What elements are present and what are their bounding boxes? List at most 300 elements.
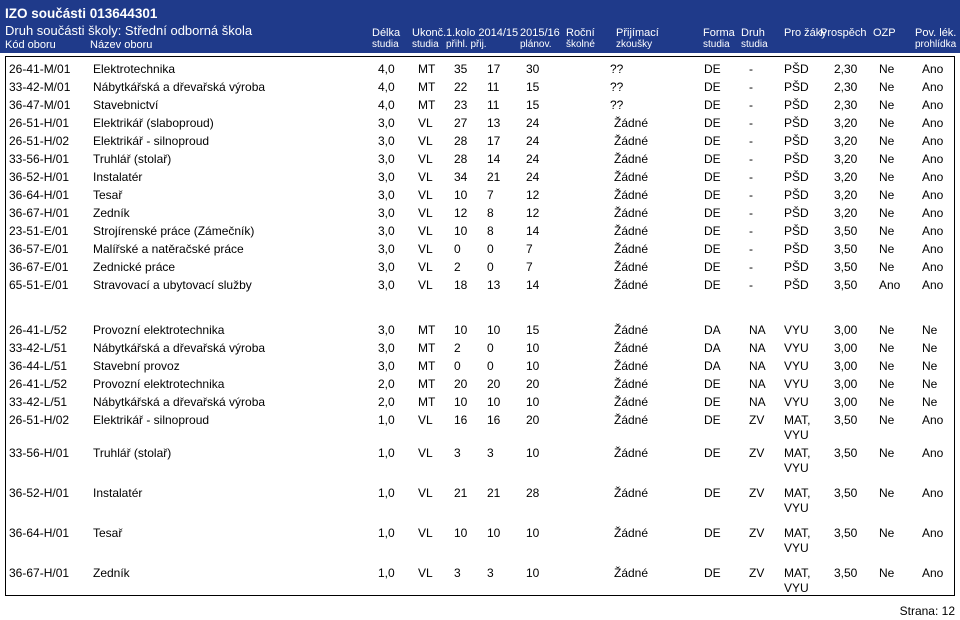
table-cell: Zednické práce bbox=[93, 260, 176, 274]
table-cell: 3 bbox=[487, 446, 494, 460]
table-cell: - bbox=[749, 62, 753, 76]
column-header-2: Délka bbox=[372, 27, 401, 39]
table-cell: DE bbox=[704, 80, 721, 94]
table-cell: 10 bbox=[454, 526, 468, 540]
table-cell: 10 bbox=[526, 526, 540, 540]
table-cell: 20 bbox=[454, 377, 468, 391]
table-cell: DA bbox=[704, 359, 721, 373]
table-cell: 13 bbox=[487, 278, 501, 292]
table-cell: DE bbox=[704, 526, 721, 540]
column-subheader-9: studia bbox=[741, 39, 768, 50]
table-cell: 3,50 bbox=[834, 242, 858, 256]
table-cell: Ne bbox=[922, 395, 938, 409]
table-cell: 10 bbox=[526, 341, 540, 355]
table-cell: 10 bbox=[487, 526, 501, 540]
table-cell: 8 bbox=[487, 206, 494, 220]
table-cell: DE bbox=[704, 170, 721, 184]
table-cell: Zedník bbox=[93, 206, 130, 220]
table-cell: 3,0 bbox=[378, 278, 395, 292]
table-cell: ZV bbox=[749, 566, 765, 580]
table-cell: DE bbox=[704, 278, 721, 292]
table-cell: 20 bbox=[487, 377, 501, 391]
table-cell: 1,0 bbox=[378, 566, 395, 580]
table-cell: VL bbox=[418, 278, 433, 292]
table-cell: Žádné bbox=[614, 260, 649, 274]
table-cell: MT bbox=[418, 80, 436, 94]
table-cell: PŠD bbox=[784, 62, 809, 76]
table-cell: 27 bbox=[454, 116, 468, 130]
table-cell: Nábytkářská a dřevařská výroba bbox=[93, 341, 266, 355]
table-cell: 10 bbox=[454, 188, 468, 202]
table-cell: 16 bbox=[487, 413, 501, 427]
table-cell: 10 bbox=[526, 446, 540, 460]
table-cell: DE bbox=[704, 224, 721, 238]
table-cell: 1,0 bbox=[378, 486, 395, 500]
table-cell: Ano bbox=[922, 224, 944, 238]
table-cell: 16 bbox=[454, 413, 468, 427]
table-cell: Elektrikář (slaboproud) bbox=[93, 116, 214, 130]
table-cell: PŠD bbox=[784, 242, 809, 256]
table-cell: VL bbox=[418, 242, 433, 256]
table-cell: Ne bbox=[879, 526, 895, 540]
column-header-8: Forma bbox=[703, 27, 735, 39]
table-cell: Nábytkářská a dřevařská výroba bbox=[93, 395, 266, 409]
table-cell: 7 bbox=[487, 188, 494, 202]
table-cell: Ano bbox=[879, 278, 901, 292]
table-cell: 36-52-H/01 bbox=[9, 170, 70, 184]
table-cell: Elektrotechnika bbox=[93, 62, 176, 76]
table-cell: 36-64-H/01 bbox=[9, 188, 70, 202]
table-cell: - bbox=[749, 260, 753, 274]
table-cell: Žádné bbox=[614, 116, 649, 130]
table-cell: MT bbox=[418, 62, 436, 76]
table-cell: Žádné bbox=[614, 152, 649, 166]
table-cell: 26-51-H/02 bbox=[9, 134, 70, 148]
column-header-0: Kód oboru bbox=[5, 39, 56, 51]
table-cell: 10 bbox=[526, 395, 540, 409]
table-cell: 0 bbox=[454, 242, 461, 256]
table-cell: Ano bbox=[922, 134, 944, 148]
table-cell: Ne bbox=[879, 242, 895, 256]
table-cell: DE bbox=[704, 62, 721, 76]
table-cell: 4,0 bbox=[378, 62, 395, 76]
table-cell: DE bbox=[704, 206, 721, 220]
table-cell: Ne bbox=[879, 98, 895, 112]
table-cell: Ne bbox=[879, 134, 895, 148]
table-cell: DE bbox=[704, 116, 721, 130]
table-cell: 2 bbox=[454, 341, 461, 355]
table-cell: 12 bbox=[526, 188, 540, 202]
table-cell: Ne bbox=[879, 377, 895, 391]
table-cell: VYU bbox=[784, 377, 809, 391]
table-cell: 30 bbox=[526, 62, 540, 76]
table-cell: 24 bbox=[526, 116, 540, 130]
table-cell: Ne bbox=[922, 323, 938, 337]
table-cell: VYU bbox=[784, 395, 809, 409]
column-header-12: OZP bbox=[873, 27, 896, 39]
table-cell: 3,20 bbox=[834, 116, 858, 130]
table-cell: Strojírenské práce (Zámečník) bbox=[93, 224, 255, 238]
table-cell: 24 bbox=[526, 170, 540, 184]
table-cell: 3,20 bbox=[834, 152, 858, 166]
table-cell: 20 bbox=[526, 413, 540, 427]
table-cell: VL bbox=[418, 152, 433, 166]
table-cell: VL bbox=[418, 526, 433, 540]
table-cell: 10 bbox=[454, 323, 468, 337]
table-cell: 36-67-H/01 bbox=[9, 206, 70, 220]
table-cell: 0 bbox=[487, 242, 494, 256]
table-cell: 33-56-H/01 bbox=[9, 152, 70, 166]
table-cell: VL bbox=[418, 116, 433, 130]
table-cell: 3,00 bbox=[834, 395, 858, 409]
table-cell: Ne bbox=[879, 206, 895, 220]
table-cell: 1,0 bbox=[378, 446, 395, 460]
table-cell: 2,30 bbox=[834, 62, 858, 76]
table-cell: PŠD bbox=[784, 224, 809, 238]
table-cell: Ne bbox=[879, 62, 895, 76]
table-cell: Stavební provoz bbox=[93, 359, 180, 373]
table-cell: Ne bbox=[879, 359, 895, 373]
table-cell: Žádné bbox=[614, 566, 649, 580]
table-cell: 15 bbox=[526, 323, 540, 337]
table-cell: Ne bbox=[922, 341, 938, 355]
table-cell: 3,00 bbox=[834, 359, 858, 373]
table-cell: 33-56-H/01 bbox=[9, 446, 70, 460]
table-cell: 3,50 bbox=[834, 278, 858, 292]
table-cell: 3,0 bbox=[378, 341, 395, 355]
table-cell: MAT, VYU bbox=[784, 486, 811, 515]
table-cell: 3 bbox=[487, 566, 494, 580]
table-cell: ZV bbox=[749, 413, 765, 427]
table-cell: 0 bbox=[487, 341, 494, 355]
table-cell: 3,0 bbox=[378, 206, 395, 220]
table-cell: Ne bbox=[879, 486, 895, 500]
table-cell: 3,0 bbox=[378, 134, 395, 148]
report-header bbox=[0, 0, 960, 53]
table-cell: 3,00 bbox=[834, 341, 858, 355]
table-cell: ZV bbox=[749, 446, 765, 460]
table-cell: 20 bbox=[526, 377, 540, 391]
table-cell: DE bbox=[704, 413, 721, 427]
table-cell: 26-51-H/02 bbox=[9, 413, 70, 427]
table-cell: MAT, VYU bbox=[784, 566, 811, 595]
table-cell: Ne bbox=[879, 323, 895, 337]
table-cell: 15 bbox=[526, 98, 540, 112]
table-cell: - bbox=[749, 134, 753, 148]
table-cell: 10 bbox=[526, 566, 540, 580]
column-subheader-13: prohlídka bbox=[915, 39, 957, 50]
table-cell: ?? bbox=[610, 98, 624, 112]
table-cell: DE bbox=[704, 446, 721, 460]
table-cell: Žádné bbox=[614, 170, 649, 184]
table-cell: Žádné bbox=[614, 377, 649, 391]
table-cell: NA bbox=[749, 377, 766, 391]
table-cell: Ne bbox=[879, 446, 895, 460]
table-cell: 1,0 bbox=[378, 526, 395, 540]
table-cell: DE bbox=[704, 134, 721, 148]
table-cell: 33-42-L/51 bbox=[9, 395, 68, 409]
table-cell: DE bbox=[704, 260, 721, 274]
table-cell: Ano bbox=[922, 566, 944, 580]
table-cell: VL bbox=[418, 446, 433, 460]
table-cell: 2,30 bbox=[834, 80, 858, 94]
table-cell: 3,0 bbox=[378, 188, 395, 202]
table-cell: Ne bbox=[879, 188, 895, 202]
table-cell: 4,0 bbox=[378, 80, 395, 94]
table-cell: 11 bbox=[487, 80, 500, 94]
table-cell: Ano bbox=[922, 260, 944, 274]
table-cell: 33-42-M/01 bbox=[9, 80, 71, 94]
table-cell: Ne bbox=[922, 359, 938, 373]
table-cell: VL bbox=[418, 170, 433, 184]
column-header-1: Název oboru bbox=[90, 39, 153, 51]
table-cell: NA bbox=[749, 341, 766, 355]
table-cell: Tesař bbox=[93, 188, 123, 202]
table-cell: Ne bbox=[879, 413, 895, 427]
table-cell: MT bbox=[418, 377, 436, 391]
table-cell: Instalatér bbox=[93, 170, 143, 184]
table-cell: Ne bbox=[879, 224, 895, 238]
column-header-6: Roční bbox=[566, 27, 595, 39]
table-cell: Ne bbox=[879, 116, 895, 130]
table-cell: 3,20 bbox=[834, 170, 858, 184]
table-cell: PŠD bbox=[784, 134, 809, 148]
table-cell: 3,20 bbox=[834, 188, 858, 202]
table-cell: Žádné bbox=[614, 242, 649, 256]
table-cell: Žádné bbox=[614, 224, 649, 238]
table-cell: Ano bbox=[922, 206, 944, 220]
table-cell: 7 bbox=[526, 260, 533, 274]
school-component-type: Druh součásti školy: Střední odborná škola bbox=[5, 23, 253, 38]
table-cell: Provozní elektrotechnika bbox=[93, 323, 225, 337]
table-cell: VL bbox=[418, 206, 433, 220]
table-cell: - bbox=[749, 278, 753, 292]
table-cell: Stravovací a ubytovací služby bbox=[93, 278, 252, 292]
table-cell: Instalatér bbox=[93, 486, 143, 500]
table-cell: Ne bbox=[879, 152, 895, 166]
table-cell: 2,0 bbox=[378, 377, 395, 391]
table-cell: 3,50 bbox=[834, 486, 858, 500]
table-cell: VL bbox=[418, 486, 433, 500]
table-cell: 36-47-M/01 bbox=[9, 98, 71, 112]
table-cell: Ne bbox=[879, 80, 895, 94]
table-cell: 0 bbox=[487, 260, 494, 274]
column-subheader-5: plánov. bbox=[520, 39, 552, 50]
table-cell: MAT, VYU bbox=[784, 413, 811, 442]
table-cell: 3,0 bbox=[378, 260, 395, 274]
table-cell: 26-51-H/01 bbox=[9, 116, 70, 130]
table-cell: 10 bbox=[526, 359, 540, 373]
table-cell: 4,0 bbox=[378, 98, 395, 112]
table-cell: PŠD bbox=[784, 260, 809, 274]
table-cell: 10 bbox=[454, 395, 468, 409]
table-cell: 0 bbox=[487, 359, 494, 373]
table-cell: Ne bbox=[879, 395, 895, 409]
table-cell: 36-57-E/01 bbox=[9, 242, 69, 256]
table-cell: 36-67-H/01 bbox=[9, 566, 70, 580]
table-cell: DE bbox=[704, 242, 721, 256]
column-header-13: Pov. lék. bbox=[915, 27, 957, 39]
table-cell: 3,50 bbox=[834, 224, 858, 238]
table-cell: VL bbox=[418, 224, 433, 238]
table-cell: 21 bbox=[454, 486, 468, 500]
table-cell: 26-41-L/52 bbox=[9, 323, 68, 337]
table-cell: 14 bbox=[526, 278, 540, 292]
table-cell: 3,0 bbox=[378, 224, 395, 238]
table-cell: 22 bbox=[454, 80, 468, 94]
table-cell: ZV bbox=[749, 486, 765, 500]
column-subheader-7: zkoušky bbox=[616, 39, 653, 50]
page-number: Strana: 12 bbox=[899, 604, 955, 618]
table-cell: VL bbox=[418, 566, 433, 580]
table-cell: 35 bbox=[454, 62, 468, 76]
table-cell: Žádné bbox=[614, 341, 649, 355]
table-cell: Truhlář (stolař) bbox=[93, 152, 172, 166]
table-cell: MT bbox=[418, 395, 436, 409]
column-subheader-2: studia bbox=[372, 39, 399, 50]
table-cell: MT bbox=[418, 98, 436, 112]
table-cell: PŠD bbox=[784, 206, 809, 220]
table-cell: VYU bbox=[784, 323, 809, 337]
column-header-3: Ukonč. bbox=[412, 27, 447, 39]
table-cell: DE bbox=[704, 395, 721, 409]
table-cell: Žádné bbox=[614, 526, 649, 540]
table-cell: Ano bbox=[922, 526, 944, 540]
table-cell: DE bbox=[704, 377, 721, 391]
table-cell: DE bbox=[704, 566, 721, 580]
column-subheader-3: studia bbox=[412, 39, 439, 50]
table-cell: Zedník bbox=[93, 566, 130, 580]
programs-table bbox=[5, 56, 955, 596]
table-cell: PŠD bbox=[784, 170, 809, 184]
table-cell: Ano bbox=[922, 242, 944, 256]
column-subheader-6: školné bbox=[566, 39, 595, 50]
table-cell: - bbox=[749, 206, 753, 220]
table-cell: PŠD bbox=[784, 152, 809, 166]
table-cell: 36-64-H/01 bbox=[9, 526, 70, 540]
table-cell: 14 bbox=[487, 152, 501, 166]
column-subheader-4: přihl. přij. bbox=[446, 39, 487, 50]
table-cell: Žádné bbox=[614, 395, 649, 409]
table-cell: 34 bbox=[454, 170, 468, 184]
column-header-4: 1.kolo 2014/15 bbox=[446, 27, 519, 39]
column-header-5: 2015/16 bbox=[520, 27, 560, 39]
table-cell: 11 bbox=[487, 98, 500, 112]
table-cell: Elektrikář - silnoproud bbox=[93, 134, 210, 148]
table-cell: DE bbox=[704, 188, 721, 202]
table-cell: Žádné bbox=[614, 206, 649, 220]
table-cell: 10 bbox=[454, 224, 468, 238]
table-cell: Nábytkářská a dřevařská výroba bbox=[93, 80, 266, 94]
table-cell: VL bbox=[418, 188, 433, 202]
table-cell: Ano bbox=[922, 278, 944, 292]
table-cell: 26-41-M/01 bbox=[9, 62, 71, 76]
table-cell: Žádné bbox=[614, 413, 649, 427]
table-cell: 18 bbox=[454, 278, 468, 292]
table-cell: 26-41-L/52 bbox=[9, 377, 68, 391]
table-cell: Ano bbox=[922, 413, 944, 427]
table-cell: 3,20 bbox=[834, 206, 858, 220]
table-cell: 21 bbox=[487, 486, 501, 500]
table-cell: VL bbox=[418, 260, 433, 274]
table-cell: 3 bbox=[454, 446, 461, 460]
column-header-9: Druh bbox=[741, 27, 765, 39]
table-cell: 36-52-H/01 bbox=[9, 486, 70, 500]
table-cell: 3,0 bbox=[378, 152, 395, 166]
table-cell: Provozní elektrotechnika bbox=[93, 377, 225, 391]
table-cell: PŠD bbox=[784, 80, 809, 94]
table-cell: 17 bbox=[487, 134, 501, 148]
table-cell: NA bbox=[749, 359, 766, 373]
table-cell: Truhlář (stolař) bbox=[93, 446, 172, 460]
column-header-7: Přijímací bbox=[616, 27, 659, 39]
table-cell: VYU bbox=[784, 359, 809, 373]
table-cell: DE bbox=[704, 98, 721, 112]
table-cell: PŠD bbox=[784, 98, 809, 112]
table-cell: PŠD bbox=[784, 278, 809, 292]
table-cell: Ano bbox=[922, 80, 944, 94]
table-cell: MAT, VYU bbox=[784, 446, 811, 475]
table-cell: 3,50 bbox=[834, 413, 858, 427]
table-cell: Žádné bbox=[614, 323, 649, 337]
table-cell: VL bbox=[418, 413, 433, 427]
table-cell: Ano bbox=[922, 486, 944, 500]
table-cell: Žádné bbox=[614, 134, 649, 148]
table-cell: Ne bbox=[879, 260, 895, 274]
table-cell: Elektrikář - silnoproud bbox=[93, 413, 210, 427]
table-cell: 2,0 bbox=[378, 395, 395, 409]
table-cell: 17 bbox=[487, 62, 501, 76]
table-cell: MAT, VYU bbox=[784, 526, 811, 555]
table-cell: - bbox=[749, 170, 753, 184]
table-cell: Ano bbox=[922, 446, 944, 460]
table-cell: 3 bbox=[454, 566, 461, 580]
table-cell: - bbox=[749, 116, 753, 130]
table-cell: - bbox=[749, 98, 753, 112]
table-cell: 3,0 bbox=[378, 170, 395, 184]
table-cell: NA bbox=[749, 323, 766, 337]
table-cell: 2,30 bbox=[834, 98, 858, 112]
table-cell: 23 bbox=[454, 98, 468, 112]
table-cell: PŠD bbox=[784, 116, 809, 130]
column-header-10: Pro žáky bbox=[784, 27, 827, 39]
table-cell: 23-51-E/01 bbox=[9, 224, 69, 238]
table-cell: 8 bbox=[487, 224, 494, 238]
table-cell: Žádné bbox=[614, 446, 649, 460]
table-cell: 3,20 bbox=[834, 134, 858, 148]
table-cell: 12 bbox=[526, 206, 540, 220]
table-cell: 13 bbox=[487, 116, 501, 130]
table-cell: MT bbox=[418, 323, 436, 337]
table-cell: Ano bbox=[922, 98, 944, 112]
table-cell: 3,50 bbox=[834, 566, 858, 580]
table-cell: Ano bbox=[922, 62, 944, 76]
table-cell: 28 bbox=[526, 486, 540, 500]
column-subheader-8: studia bbox=[703, 39, 730, 50]
column-header-11: Prospěch bbox=[820, 27, 867, 39]
school-component-id: IZO součásti 013644301 bbox=[5, 6, 158, 21]
table-cell: 36-67-E/01 bbox=[9, 260, 69, 274]
table-cell: Žádné bbox=[614, 188, 649, 202]
table-cell: - bbox=[749, 188, 753, 202]
table-cell: Ne bbox=[879, 341, 895, 355]
table-cell: 3,0 bbox=[378, 242, 395, 256]
table-cell: 3,0 bbox=[378, 116, 395, 130]
table-cell: 24 bbox=[526, 134, 540, 148]
table-cell: - bbox=[749, 80, 753, 94]
table-cell: ?? bbox=[610, 62, 624, 76]
table-cell: 24 bbox=[526, 152, 540, 166]
